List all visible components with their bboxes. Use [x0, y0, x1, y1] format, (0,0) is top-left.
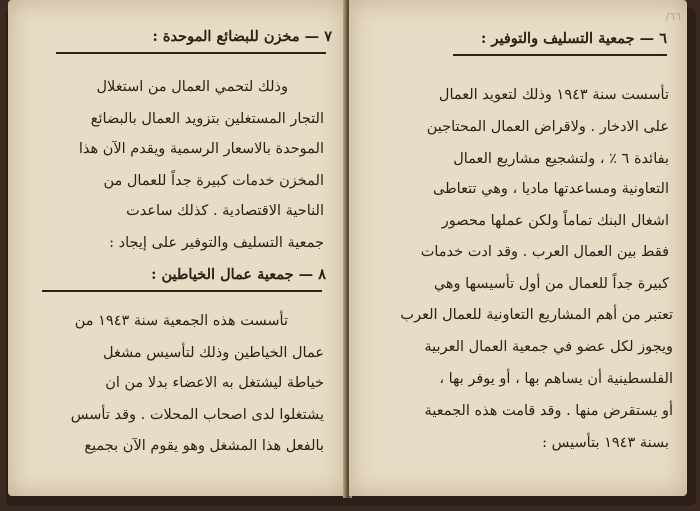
section-6-heading: ٦ — جمعية التسليف والتوفير :	[481, 30, 667, 47]
left-line-1: وذلك لتحمي العمال من استغلال	[96, 79, 288, 95]
right-line-6: فقط بين العمال العرب . وقد ادت خدمات	[420, 244, 669, 260]
right-line-12: بسنة ١٩٤٣ بتأسيس :	[542, 435, 669, 451]
subheading-rule	[42, 290, 322, 292]
right-line-4: التعاونية ومساعدتها ماديا ، وهي تتعاطى	[433, 181, 669, 197]
heading-rule	[453, 54, 667, 56]
left-line-6: جمعية التسليف والتوفير على إيجاد :	[109, 235, 324, 251]
right-line-3: بفائدة ٦ ٪ ، ولتشجيع مشاريع العمال	[453, 151, 669, 167]
corner-mark: /٦٦	[665, 10, 681, 23]
left-line-9: خياطة ليشتغل به الاعضاء بدلا من ان	[105, 375, 324, 391]
right-line-9: ويجوز لكل عضو في جمعية العمال العربية	[424, 339, 673, 355]
left-line-3: الموحدة بالاسعار الرسمية ويقدم الآن هذا	[78, 141, 324, 157]
right-page	[349, 0, 687, 496]
left-line-8: عمال الخياطين وذلك لتأسيس مشغل	[103, 345, 324, 361]
right-line-7: كبيرة جداً للعمال من أول تأسيسها وهي	[433, 276, 669, 292]
left-line-4: المخزن خدمات كبيرة جداً للعمال من	[103, 173, 324, 189]
left-page	[8, 0, 346, 496]
left-line-2: التجار المستغلين بتزويد العمال بالبضائع	[90, 111, 324, 127]
heading-rule	[56, 52, 326, 54]
section-8-heading: ٨ — جمعية عمال الخياطين :	[151, 266, 326, 283]
left-line-7: تأسست هذه الجمعية سنة ١٩٤٣ من	[74, 313, 288, 329]
right-line-5: اشغال البنك تماماً ولكن عملها محصور	[441, 213, 669, 229]
left-line-10: يشتغلوا لدى اصحاب المحلات . وقد تأسس	[70, 407, 324, 423]
right-line-11: أو يستقرض منها . وقد قامت هذه الجمعية	[424, 403, 673, 419]
left-line-5: الناحية الاقتصادية . كذلك ساعدت	[126, 203, 324, 219]
right-line-2: على الادخار . ولاقراض العمال المحتاجين	[426, 119, 669, 135]
left-line-11: بالفعل هذا المشغل وهو يقوم الآن بجميع	[84, 438, 324, 454]
right-line-8: تعتبر من أهم المشاريع التعاونية للعمال العرب	[400, 307, 673, 323]
right-line-1: تأسست سنة ١٩٤٣ وذلك لتعويد العمال	[438, 87, 669, 103]
section-7-heading: ٧ — مخزن للبضائع الموحدة :	[152, 28, 332, 45]
right-line-10: الفلسطينية أن يساهم بها ، أو يوفر بها ،	[439, 371, 673, 387]
